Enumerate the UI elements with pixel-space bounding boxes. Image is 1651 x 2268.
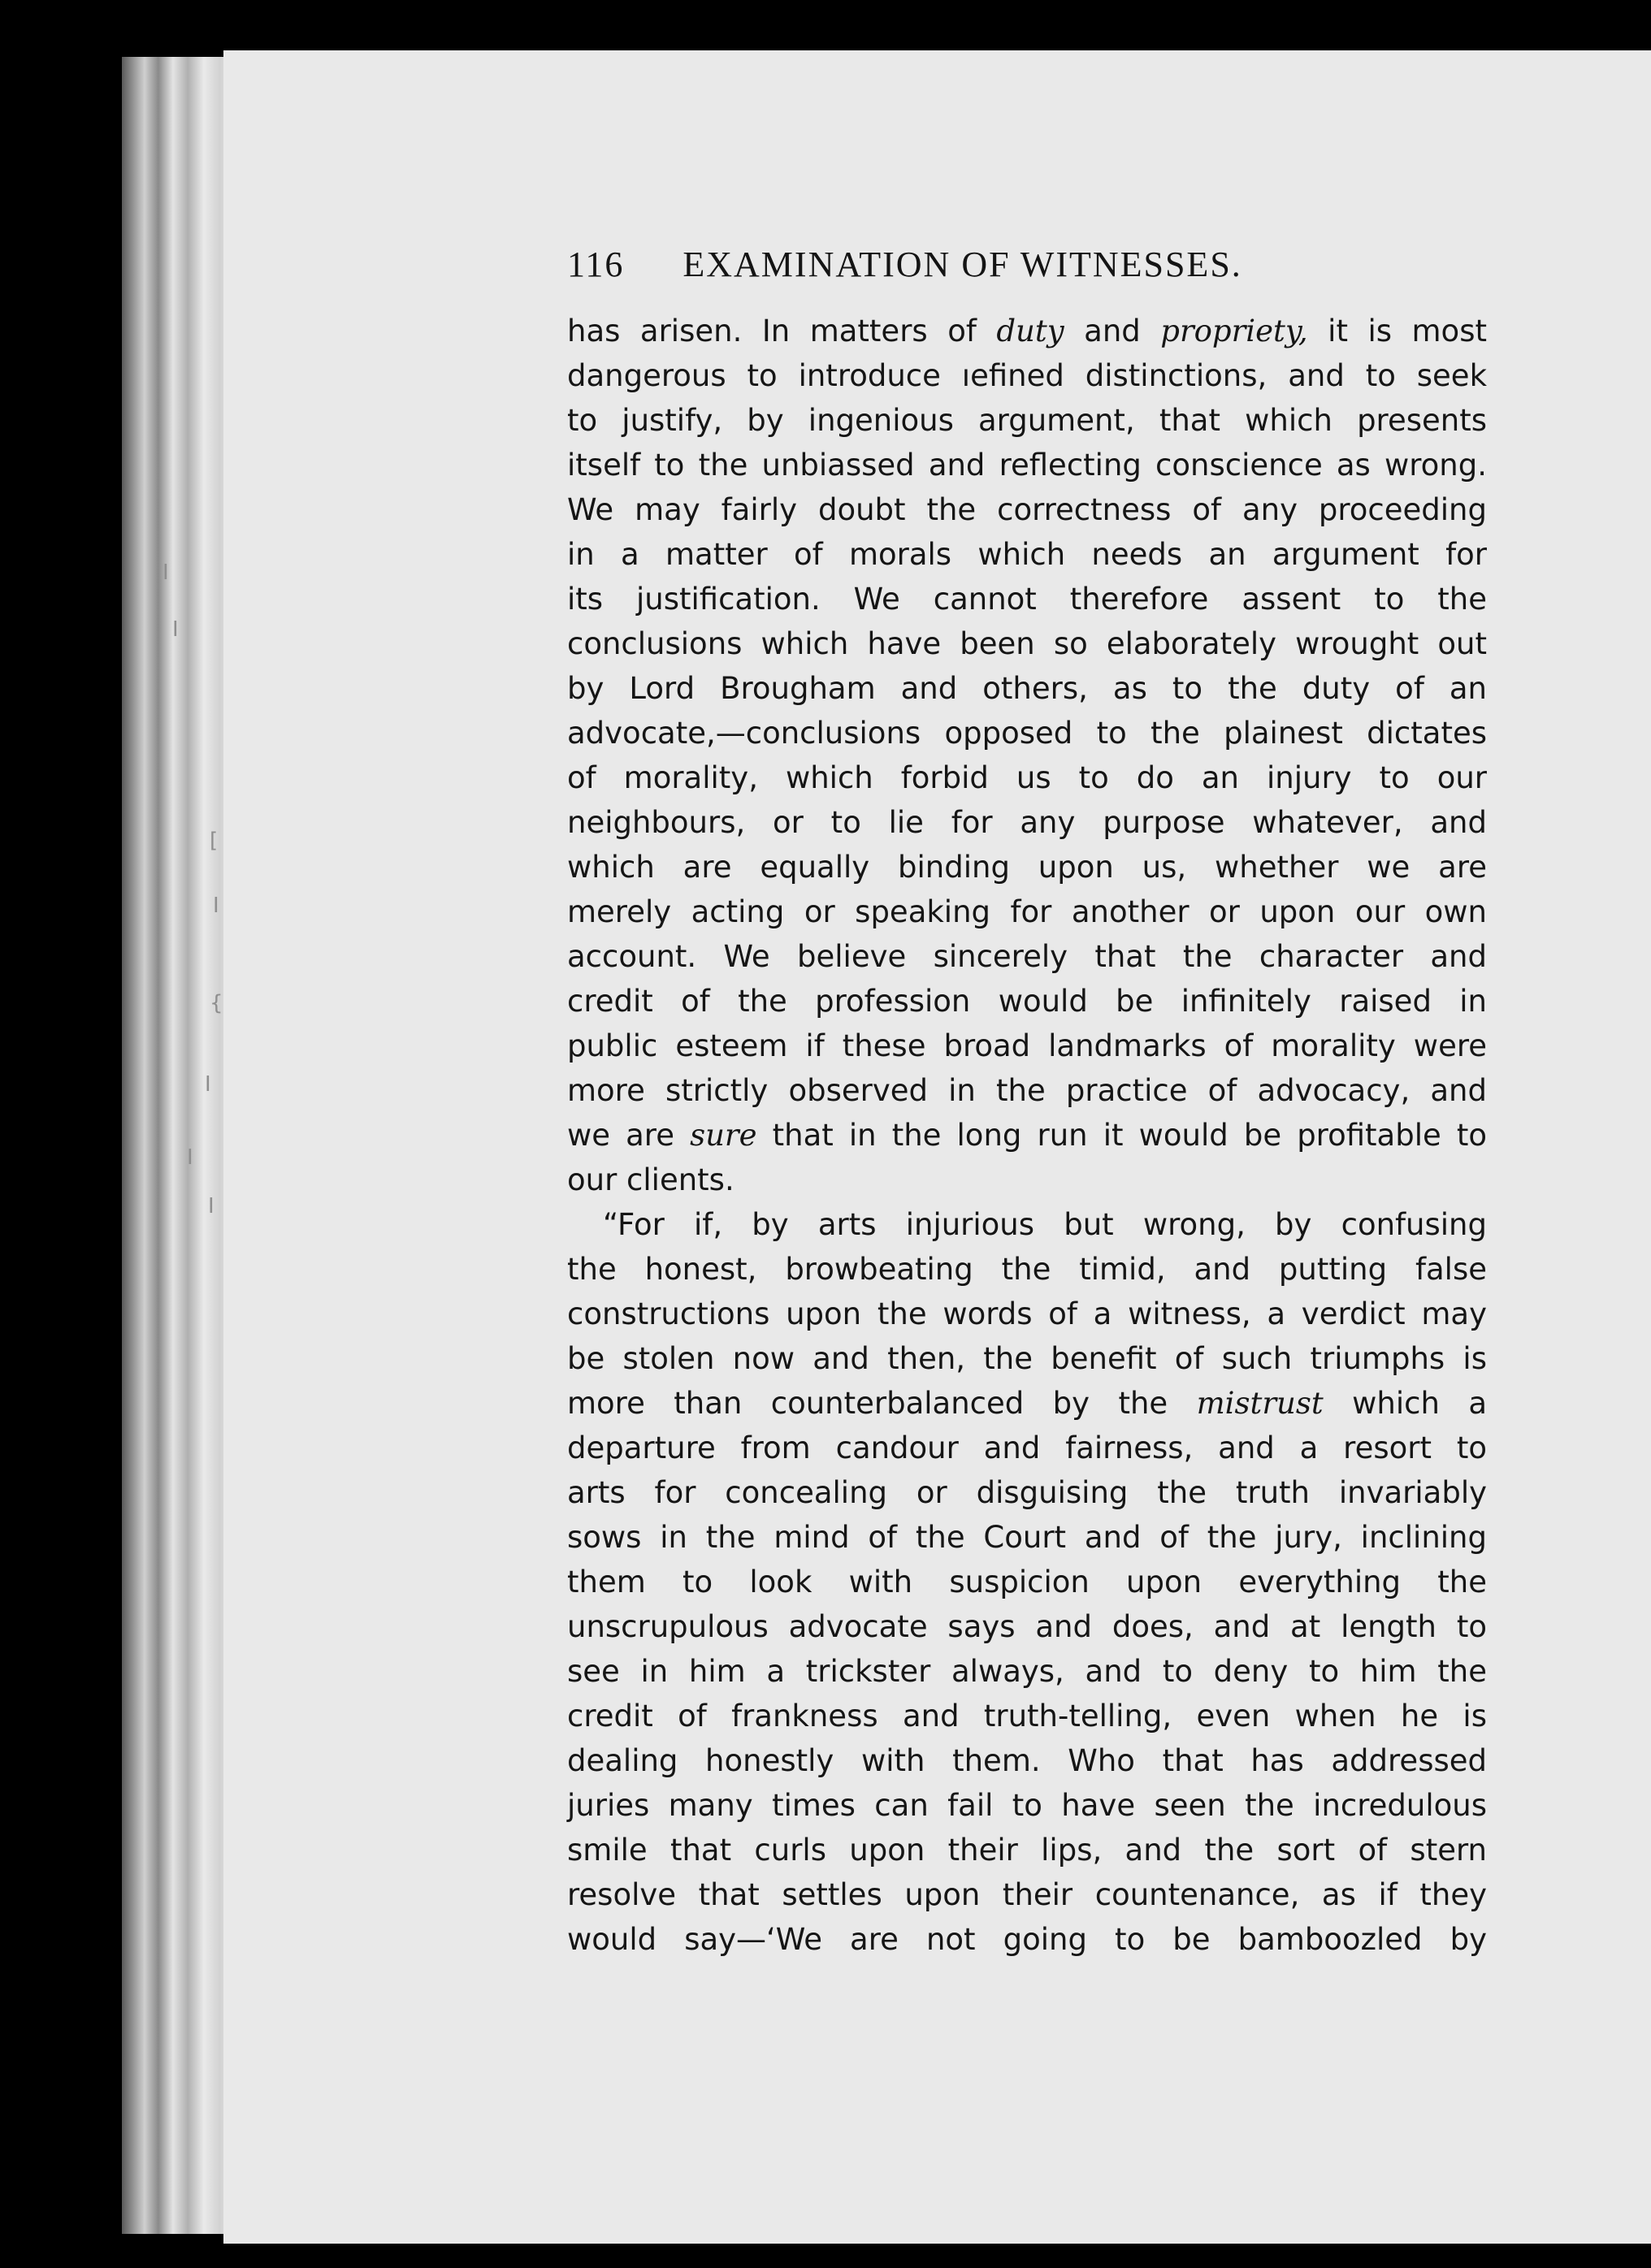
text-line: constructions upon the words of a witness, a verdict may [567,1296,1487,1331]
text-line: merely acting or speaking for another or upon our own [567,894,1487,929]
body-text [567,309,1487,1962]
text-line: dealing honestly with them. Who that has addressed [567,1743,1487,1778]
text-line: of morality, which forbid us to do an injury to our [567,760,1487,795]
text-line: the honest, browbeating the timid, and putting false [567,1252,1487,1287]
text-line: our clients. [567,1162,734,1197]
text-line: we are sure that in the long run it would be profitable to [567,1118,1487,1153]
text-line: which are equally binding upon us, whether we are [567,850,1487,885]
text-line: them to look with suspicion upon everything the [567,1565,1487,1599]
text-line: credit of the profession would be infinitely raised in [567,984,1487,1019]
text-line: to justify, by ingenious argument, that which presents [567,403,1487,438]
text-line: account. We believe sincerely that the character and [567,939,1487,974]
text-line: resolve that settles upon their countenance, as if they [567,1877,1487,1912]
text-line: see in him a trickster always, and to deny to him the [567,1654,1487,1689]
text-line: credit of frankness and truth-telling, even when he is [567,1699,1487,1733]
edge-mark: I [208,1194,214,1218]
page-number: 116 [567,245,625,284]
text-line: has arisen. In matters of duty and propriety, it is most [567,314,1487,348]
text-line: arts for concealing or disguising the truth invariably [567,1475,1487,1510]
text-line: conclusions which have been so elaborately wrought out [567,626,1487,661]
text-line: smile that curls upon their lips, and the sort of stern [567,1833,1487,1868]
text-line: its justification. We cannot therefore assent to the [567,582,1487,617]
text-line: advocate,—conclusions opposed to the plainest dictates [567,716,1487,751]
text-line: public esteem if these broad landmarks of morality were [567,1028,1487,1063]
text-line: “For if, by arts injurious but wrong, by confusing [603,1207,1487,1242]
page-edge-stack [122,57,236,2234]
running-head-title: EXAMINATION OF WITNESSES. [682,245,1242,284]
text-line: more than counterbalanced by the mistrust which a [567,1386,1488,1421]
text-line: sows in the mind of the Court and of the jury, inclining [567,1520,1487,1555]
edge-mark: { [210,991,223,1015]
text-line: itself to the unbiassed and reflecting conscience as wrong. [567,448,1487,483]
text-line: by Lord Brougham and others, as to the duty of an [567,671,1487,706]
edge-mark: I [213,894,219,918]
text-line: in a matter of morals which needs an argument for [567,537,1487,572]
edge-mark: [ [210,829,219,853]
running-header [567,244,1485,285]
text-line: neighbours, or to lie for any purpose whatever, and [567,805,1487,840]
edge-mark: I [187,1145,193,1170]
text-line: juries many times can fail to have seen the incredulous [567,1788,1487,1823]
text-line: dangerous to introduce ıefined distinctions, and to seek [567,358,1487,393]
text-line: unscrupulous advocate says and does, and at length to [567,1609,1487,1644]
text-line: be stolen now and then, the benefit of such triumphs is [567,1341,1487,1376]
text-line: would say—‘We are not going to be bamboozled by [567,1922,1487,1957]
edge-mark: I [162,561,169,585]
edge-mark: I [205,1072,211,1097]
text-line: departure from candour and fairness, and a resort to [567,1430,1487,1465]
text-line: more strictly observed in the practice of advocacy, and [567,1073,1487,1108]
text-line: We may fairly doubt the correctness of any proceeding [567,492,1487,527]
edge-mark: I [172,617,179,642]
